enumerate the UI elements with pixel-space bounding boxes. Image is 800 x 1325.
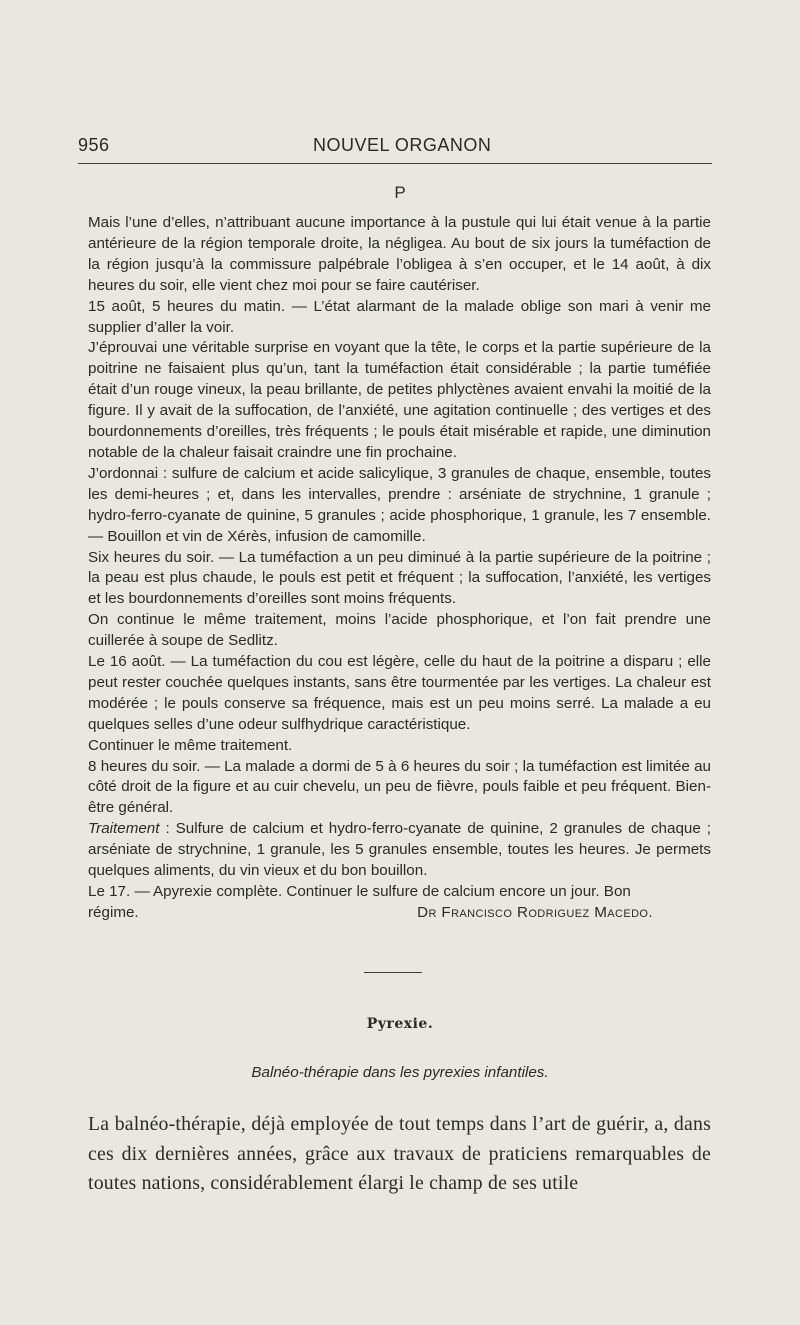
paragraph: J’éprouvai une véritable surprise en voyant que la tête, le corps et la partie supérieure de la poitrine ne faisaient plus qu’un, tant la tuméfaction était considérable ; la partie tuméfiée était d’un rouge vineux, la peau brillante, de petites phlyctènes avaient envahi la moitié de la figure. Il y avait de la suffocation, de l’anxiété, une agitation continuelle ; des vertiges et des bourdonnements d’oreilles, très fréquents ; le pouls était misérable et rapide, une diminution notable de la chaleur faisait craindre une fin prochaine.: [88, 339, 711, 461]
header-rule: [78, 163, 712, 164]
case-report-body: [88, 213, 711, 924]
signature-line: [88, 903, 711, 924]
paragraph: Six heures du soir. — La tuméfaction a un peu diminué à la partie supérieure de la poitrine ; la peau est plus chaude, le pouls est petit et fréquent ; la suffocation, l’anxiété, les vertiges et les bourdonnements d’oreilles sont moins fréquents.: [88, 548, 711, 608]
running-title: NOUVEL ORGANON: [313, 135, 492, 155]
paragraph: On continue le même traitement, moins l’acide phosphorique, et l’on fait prendre une cuillerée à soupe de Sedlitz.: [88, 611, 711, 650]
final-paragraph: Le 17. — Apyrexie complète. Continuer le sulfure de calcium encore un jour. Bon: [88, 883, 631, 900]
page-number: 956: [78, 135, 110, 155]
section-heading: Pyrexie.: [366, 1016, 434, 1032]
section-letter: P: [394, 183, 406, 202]
treatment-paragraph: [88, 819, 711, 882]
paragraph: Continuer le même traitement.: [88, 736, 293, 754]
paragraph: 15 août, 5 heures du matin. — L’état alarmant de la malade oblige son mari à venir me supplier d’aller la voir.: [88, 297, 711, 336]
author-signature: Dr Francisco Rodriguez Macedo.: [417, 903, 653, 921]
treatment-text: : Sulfure de calcium et hydro-ferro-cyanate de quinine, 2 granules de chaque ; arséniate de strychnine, 1 granule, les 5 granules ensemble, toutes les heures. Je permets quelques aliments, du vin vieux et du bon bouillon.: [88, 820, 711, 880]
paragraph: Le 16 août. — La tuméfaction du cou est légère, celle du haut de la poitrine a disparu ; elle peut rester couchée quelques instants, sans être tourmentée par les vertiges. La chaleur est modérée ; le pouls conserve sa fréquence, mais est un peu moins serré. La malade a eu quelques selles d’une odeur sulfhydrique caractéristique.: [88, 653, 711, 733]
section-divider: [364, 972, 422, 973]
treatment-label: Traitement: [88, 820, 160, 838]
paragraph: Mais l’une d’elles, n’attribuant aucune importance à la pustule qui lui était venue à la partie antérieure de la région temporale droite, la négligea. Au bout de six jours la tuméfaction de la région jusqu’à la commissure palpébrale l’obligea à s’en occuper, et le 14 août, à dix heures du soir, elle vient chez moi pour se faire cautériser.: [88, 214, 711, 294]
paragraph: J’ordonnai : sulfure de calcium et acide salicylique, 3 granules de chaque, ensemble, toutes les demi-heures ; et, dans les intervalles, prendre : arséniate de strychnine, 1 granule ; hydro-ferro-cyanate de quinine, 5 granules ; acide phosphorique, 1 granule, les 7 ensemble. — Bouillon et vin de Xérès, infusion de camomille.: [88, 464, 711, 545]
paragraph: 8 heures du soir. — La malade a dormi de 5 à 6 heures du soir ; la tuméfaction est limitée au côté droit de la figure et au cuir chevelu, un peu de fièvre, pouls faible et peu fréquent. Bien-être général.: [88, 757, 711, 817]
closing-word: régime.: [88, 903, 139, 921]
article-body: [88, 1110, 711, 1199]
paragraph: La balnéo-thérapie, déjà employée de tout temps dans l’art de guérir, a, dans ces dix dernières années, grâce aux travaux de praticiens remarquables de toutes nations, considérablement élargi le champ de ses utile: [88, 1113, 711, 1194]
running-head: [78, 133, 712, 159]
article-subheading: Balnéo-thérapie dans les pyrexies infantiles.: [251, 1064, 549, 1081]
